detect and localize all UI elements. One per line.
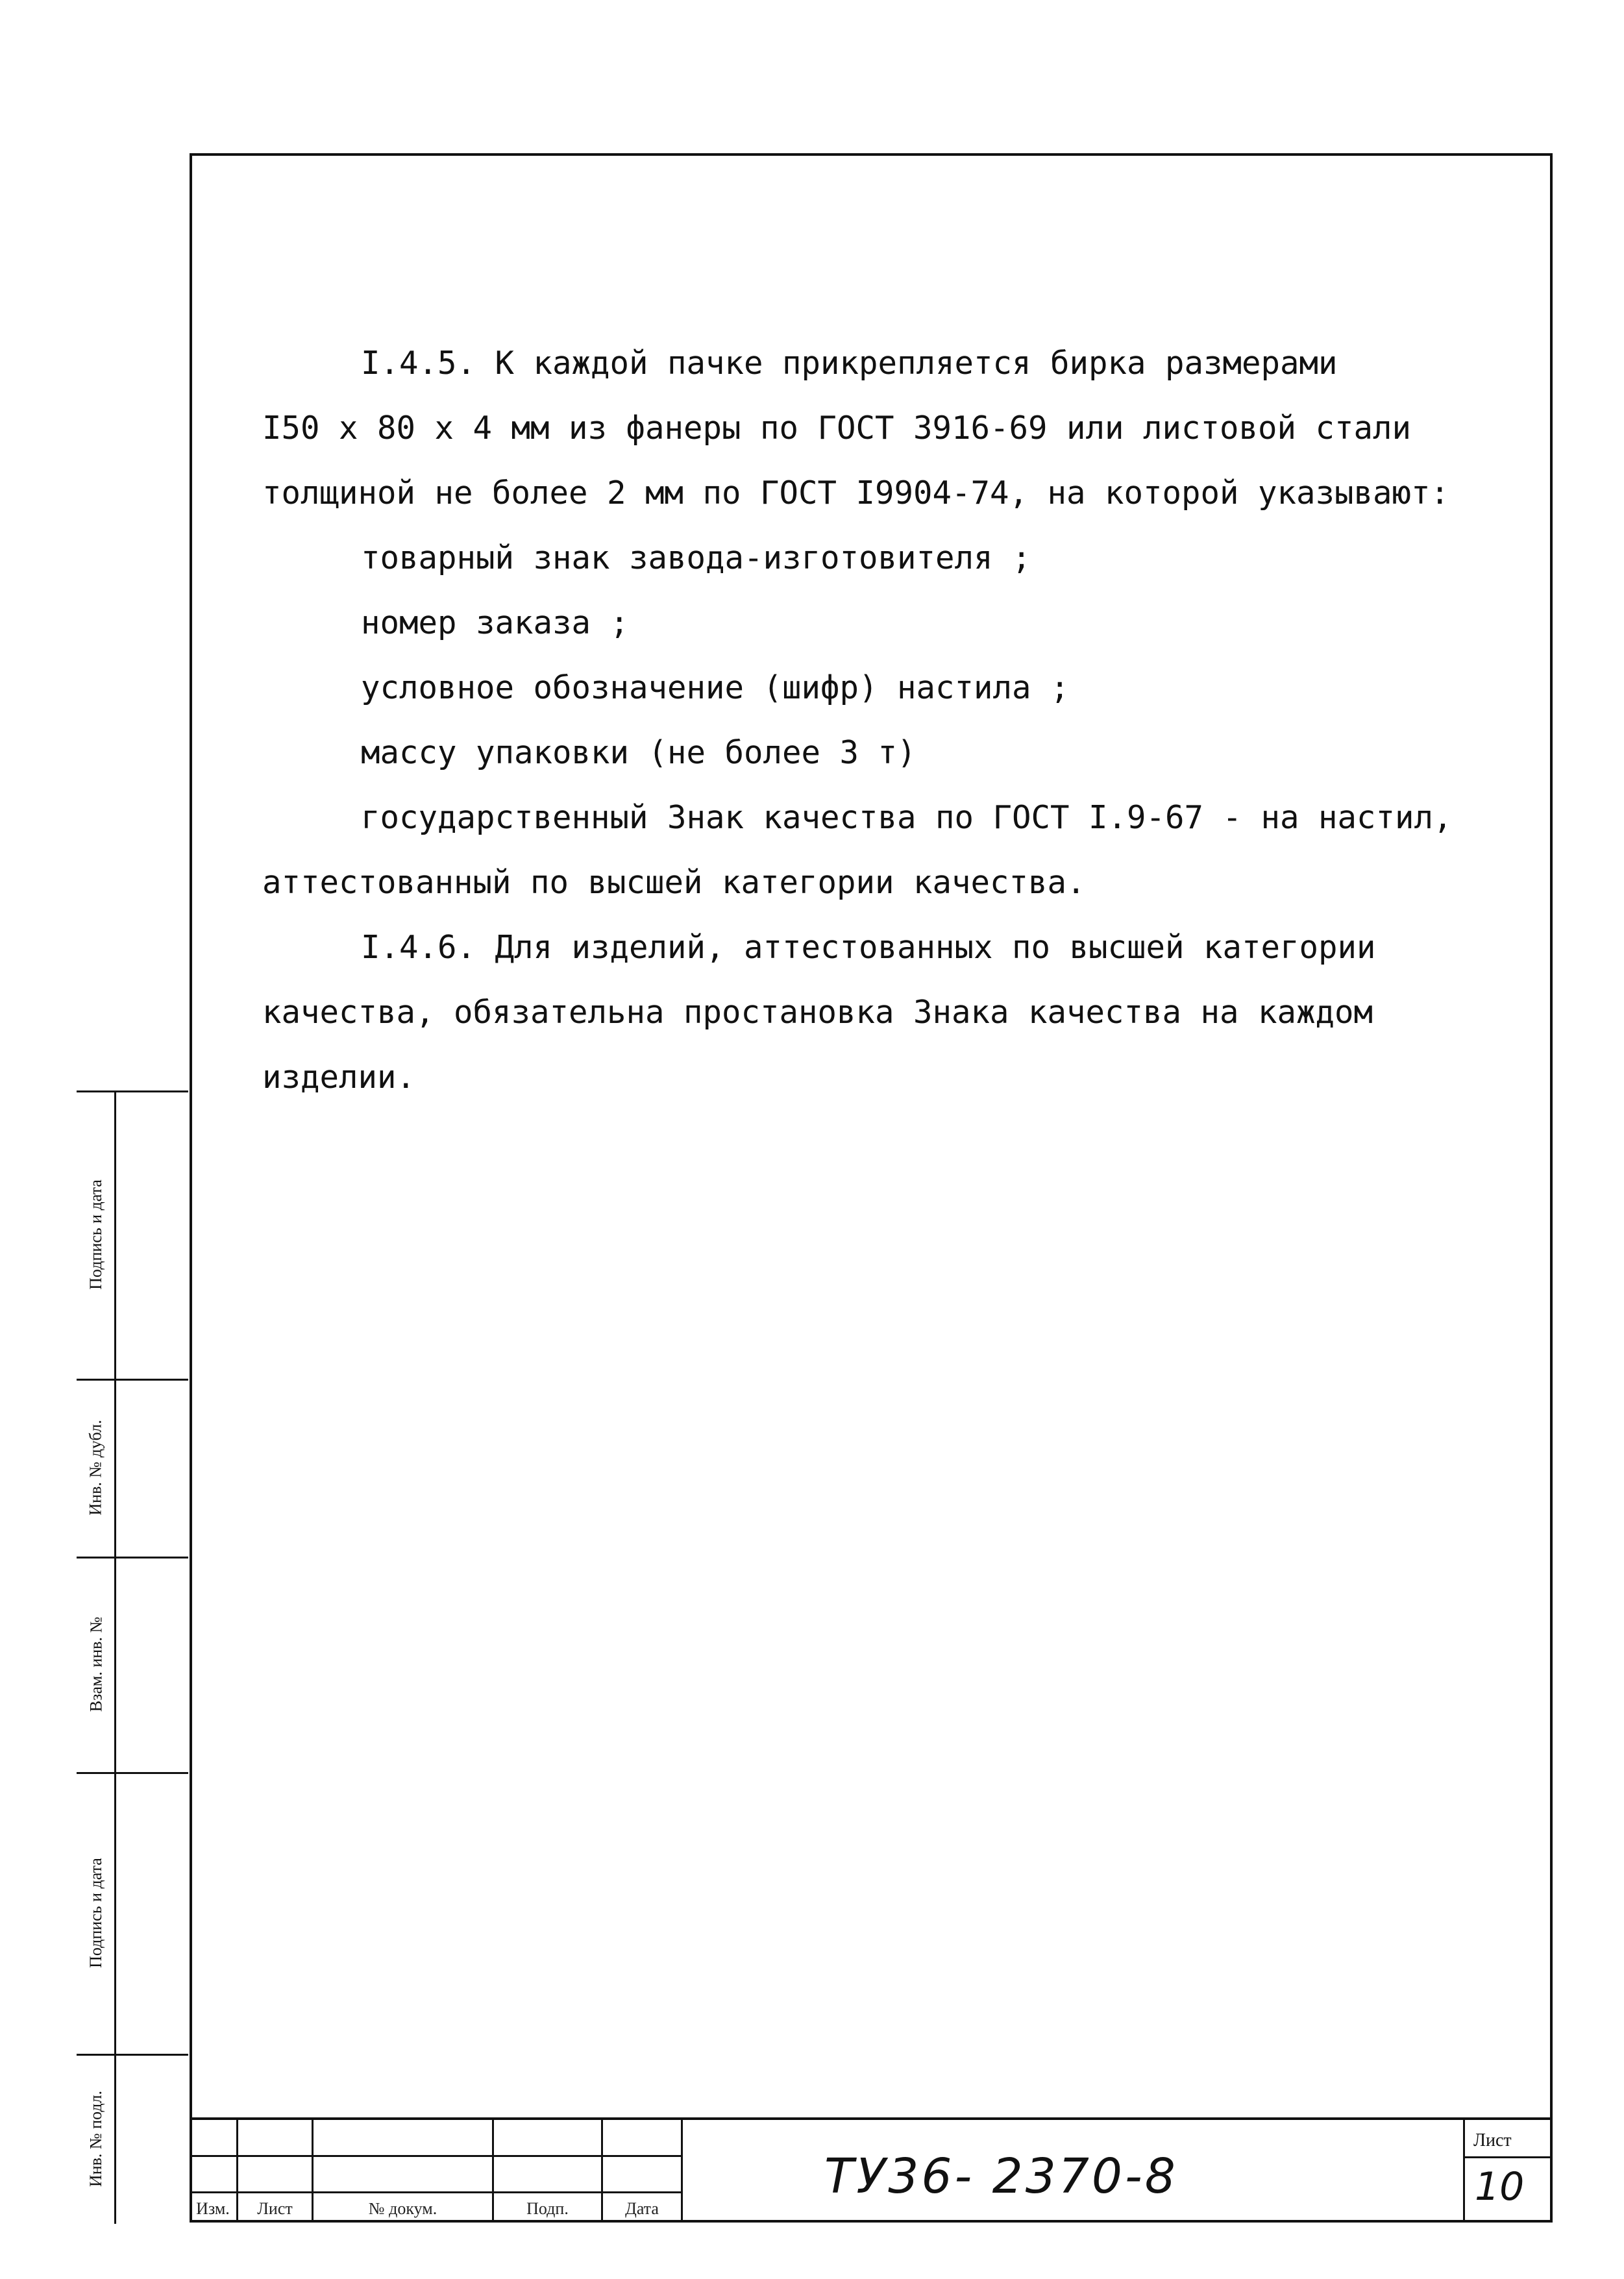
original-inventory-label: Инв. № подл. [86,2090,105,2187]
body-line: I.4.5. К каждой пачке прикрепляется бирка размерами [361,345,1338,382]
title-block-rule [1463,2156,1553,2158]
body-line: государственный Знак качества по ГОСТ I.9-67 - на настил, [361,799,1453,836]
body-line: номер заказа ; [361,604,630,641]
document-code: ТУ36- 2370-8 [824,2149,1178,2204]
body-line: толщиной не более 2 мм по ГОСТ I9904-74, на которой указывают: [262,474,1450,511]
side-stamp [77,1090,188,2224]
column-date-label: Дата [625,2199,659,2218]
column-signature-label: Подп. [526,2199,569,2218]
sheet-label: Лист [1473,2130,1512,2150]
signature-date-label: Подпись и дата [86,1858,105,1968]
body-line: товарный знак завода-изготовителя ; [361,539,1031,576]
duplicate-inventory-label: Инв. № дубл. [86,1420,105,1516]
column-sheet-label: Лист [257,2199,293,2218]
body-line: качества, обязательна простановка Знака качества на каждом [262,994,1373,1031]
signature-date-label: Подпись и дата [86,1179,105,1290]
document-body [262,331,1534,1110]
body-line: I.4.6. Для изделий, аттестованных по высшей категории [361,929,1376,966]
body-line: аттестованный по высшей категории качества. [262,864,1086,901]
body-line: массу упаковки (не более 3 т) [361,734,917,771]
sheet-number: 10 [1475,2164,1525,2210]
title-block-rule [190,2117,1553,2120]
column-document-label: № докум. [368,2199,437,2218]
title-block-rule [681,2117,683,2223]
replacement-inventory-label: Взам. инв. № [86,1616,105,1712]
body-line: условное обозначение (шифр) настила ; [361,669,1070,706]
column-change-label: Изм. [196,2199,230,2218]
title-block-rule [190,2191,683,2193]
body-line: I50 х 80 х 4 мм из фанеры по ГОСТ 3916-69 или листовой стали [262,410,1412,447]
body-line: изделии. [262,1059,416,1096]
title-block-rule [190,2155,683,2157]
title-block-rule [1463,2117,1465,2223]
